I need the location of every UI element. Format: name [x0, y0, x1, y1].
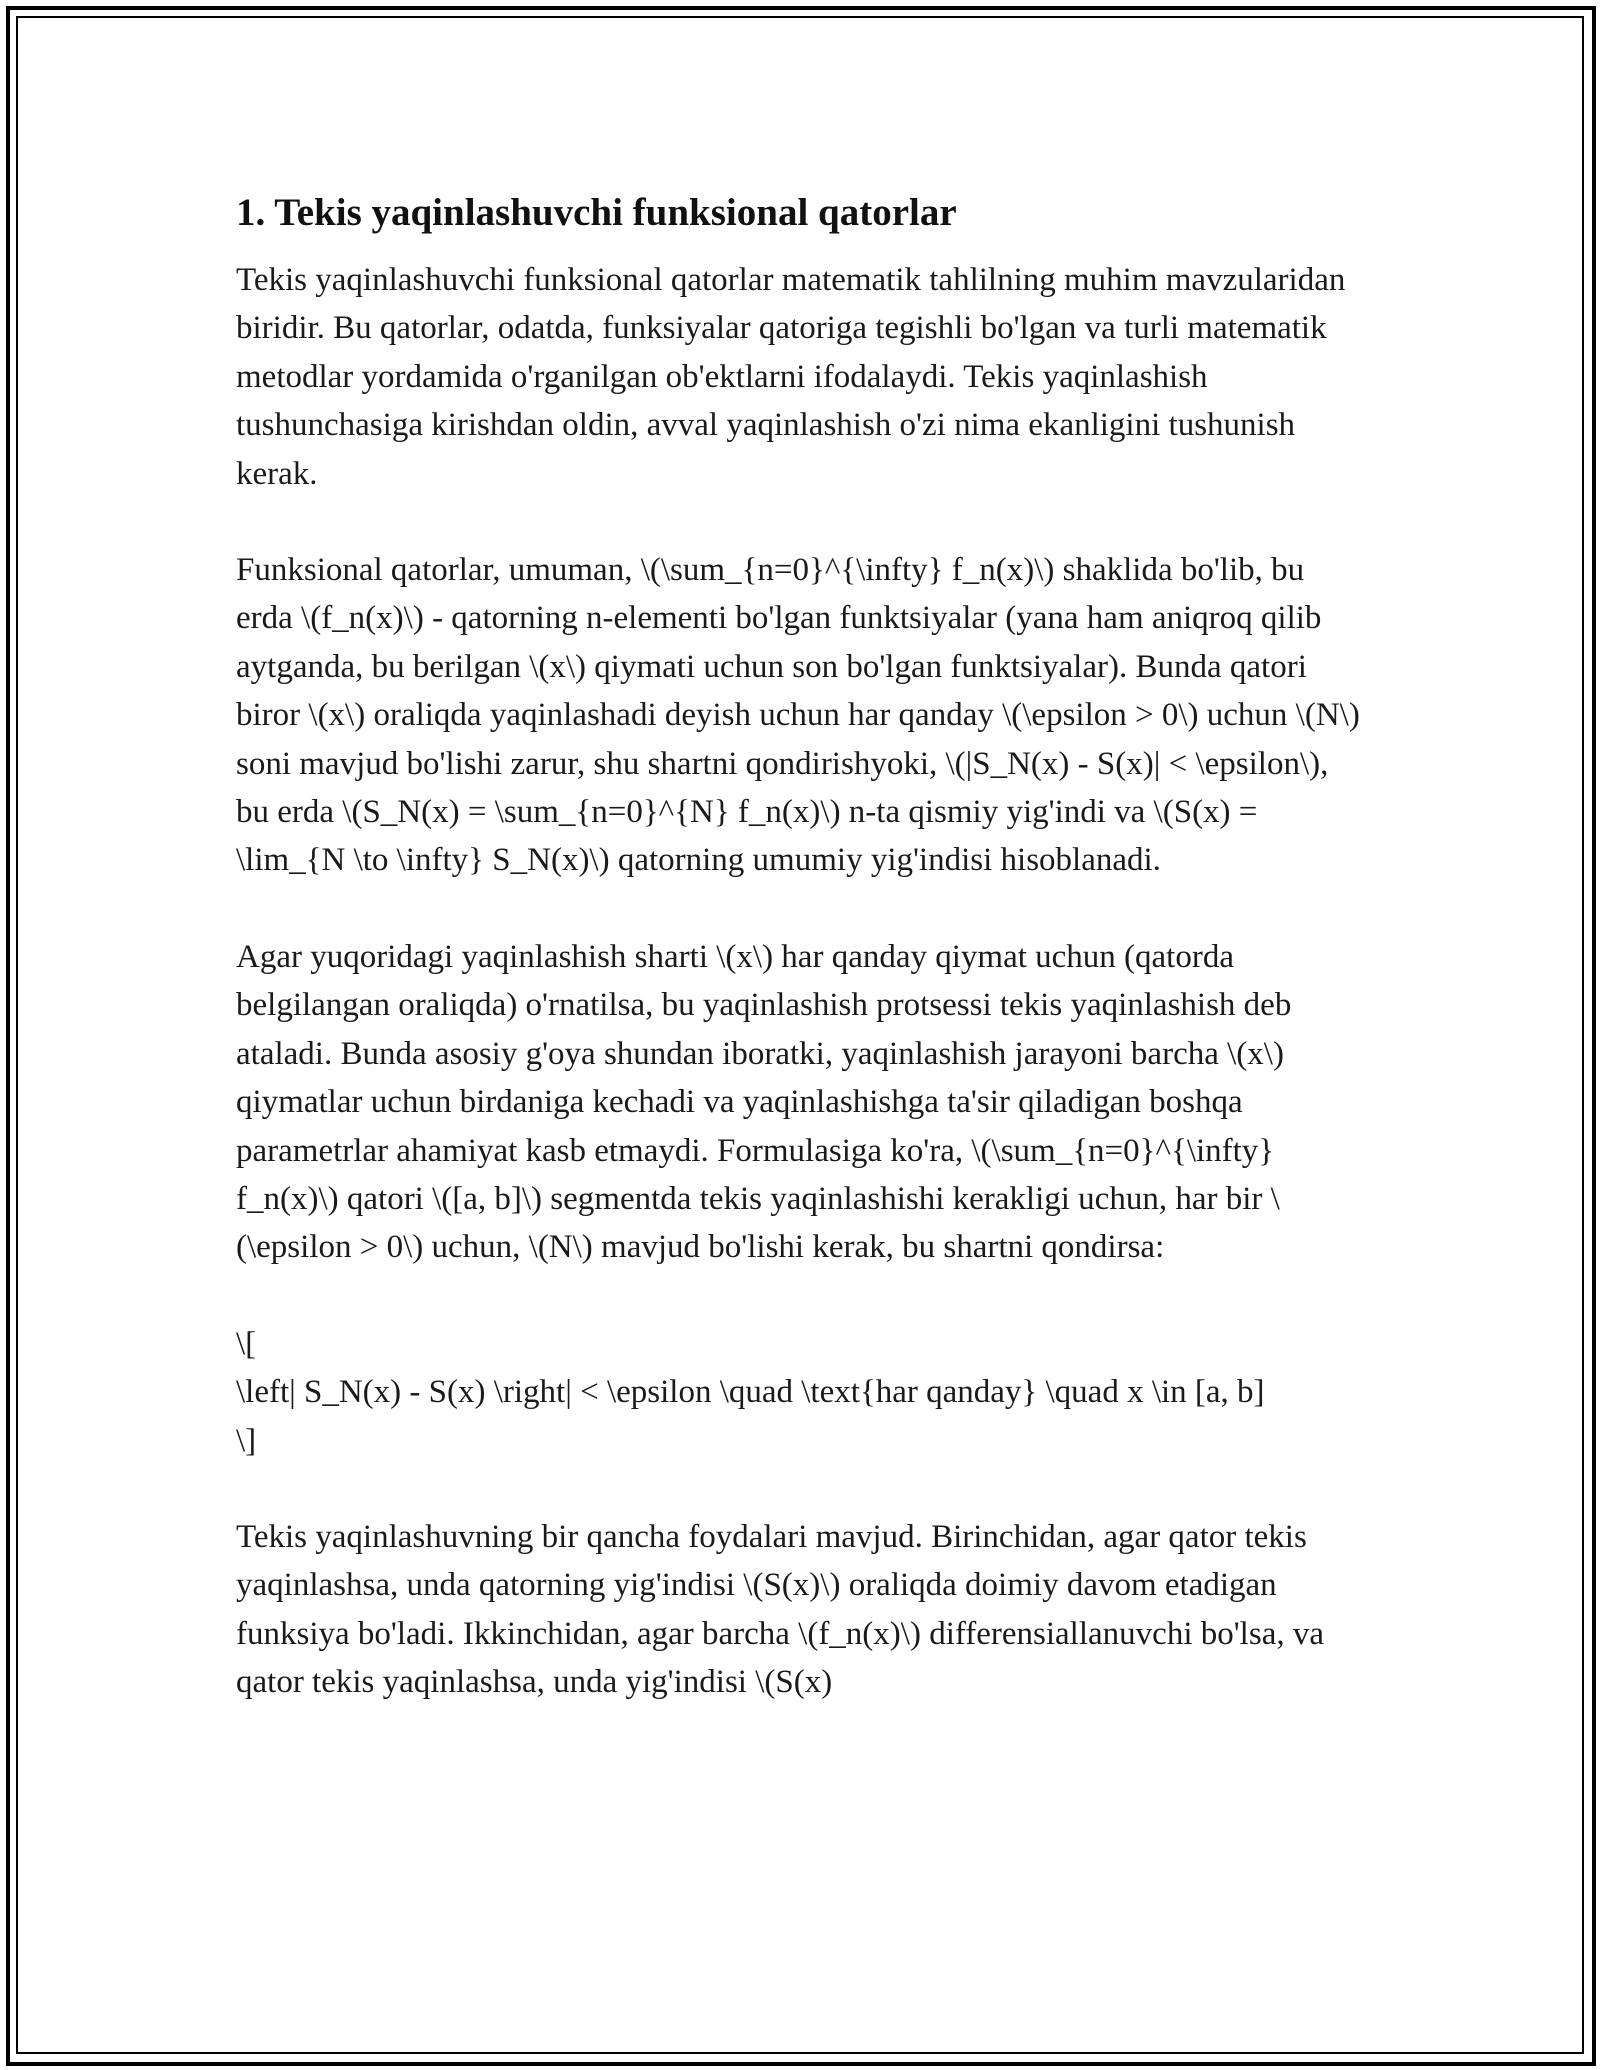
display-formula	[236, 1320, 1366, 1465]
paragraph-benefits: Tekis yaqinlashuvning bir qancha foydalari mavjud. Birinchidan, agar qator tekis yaqinlashsa, unda qatorning yig'indisi \(S(x)\) oraliqda doimiy davom etadigan funksiya bo'ladi. Ikkinchidan, agar barcha \(f_n(x)\) differensiallanuvchi bo'lsa, va qator tekis yaqinlashsa, unda yig'indisi \(S(x)	[236, 1518, 1324, 1701]
formula-body: \left| S_N(x) - S(x) \right| < \epsilon \quad \text{har qanday} \quad x \in [a, b]	[236, 1374, 1265, 1411]
paragraph-intro: Tekis yaqinlashuvchi funksional qatorlar matematik tahlilning muhim mavzularidan biridir. Bu qatorlar, odatda, funksiyalar qatoriga tegishli bo'lgan va turli matematik metodlar yordamida o'rganilgan ob'ektlarni ifodalaydi. Tekis yaqinlashish tushunchasiga kirishdan oldin, avval yaqinlashish o'zi nima ekanligini tushunish kerak.	[236, 262, 1346, 492]
formula-open-delimiter: \[	[236, 1325, 257, 1362]
document-body	[236, 186, 1366, 1755]
paragraph-definition: Funksional qatorlar, umuman, \(\sum_{n=0}^{\infty} f_n(x)\) shaklida bo'lib, bu erda \(f_n(x)\) - qatorning n-elementi bo'lgan funktsiyalar (yana ham aniqroq qilib aytganda, bu berilgan \(x\) qiymati uchun son bo'lgan funktsiyalar). Bunda qatori biror \(x\) oraliqda yaqinlashadi deyish uchun har qanday \(\epsilon > 0\) uchun \(N\) soni mavjud bo'lishi zarur, shu shartni qondirishyoki, \(|S_N(x) - S(x)| < \epsilon\), bu erda \(S_N(x) = \sum_{n=0}^{N} f_n(x)\) n-ta qismiy yig'indi va \(S(x) = \lim_{N \to \infty} S_N(x)\) qatorning umumiy yig'indisi hisoblanadi.	[236, 552, 1360, 879]
formula-close-delimiter: \]	[236, 1422, 257, 1459]
paragraph-uniform-convergence: Agar yuqoridagi yaqinlashish sharti \(x\) har qanday qiymat uchun (qatorda belgilangan oraliqda) o'rnatilsa, bu yaqinlashish protsessi tekis yaqinlashish deb ataladi. Bunda asosiy g'oya shundan iboratki, yaqinlashish jarayoni barcha \(x\) qiymatlar uchun birdaniga kechadi va yaqinlashishga ta'sir qiladigan boshqa parametrlar ahamiyat kasb etmaydi. Formulasiga ko'ra, \(\sum_{n=0}^{\infty} f_n(x)\) qatori \([a, b]\) segmentda tekis yaqinlashishi kerakligi uchun, har bir \(\epsilon > 0\) uchun, \(N\) mavjud bo'lishi kerak, bu shartni qondirsa:	[236, 938, 1292, 1266]
section-title: 1. Tekis yaqinlashuvchi funksional qatorlar	[236, 191, 957, 234]
